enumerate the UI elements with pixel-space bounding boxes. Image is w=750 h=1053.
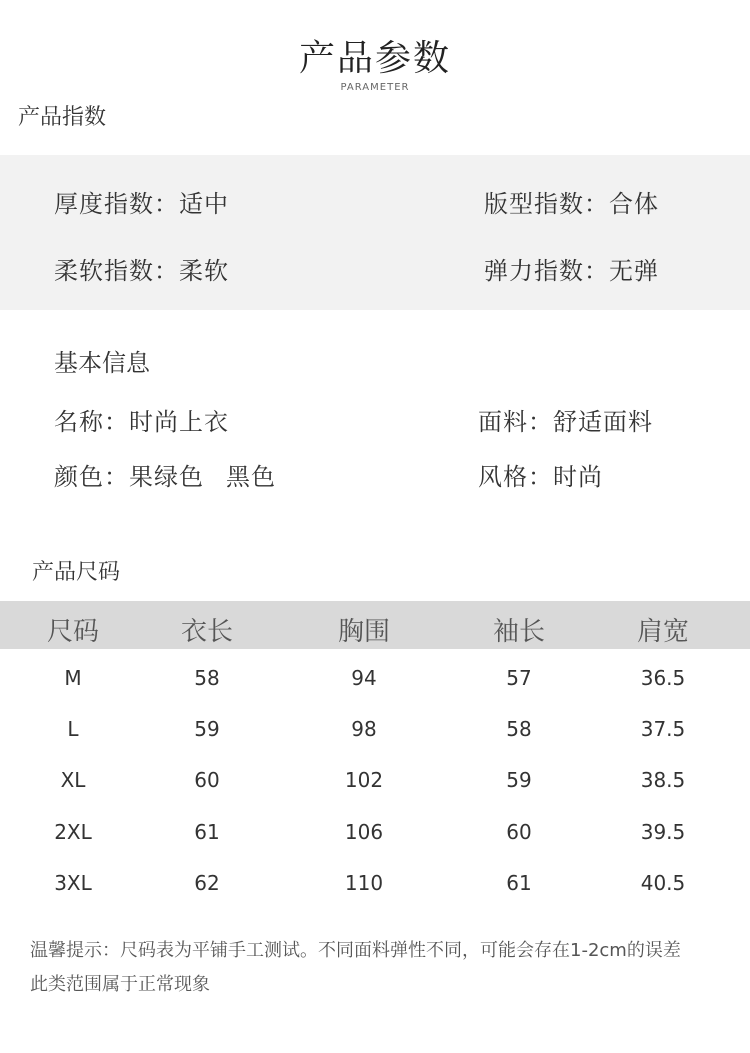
- table-cell: 59: [194, 717, 220, 741]
- basic-info-heading: 基本信息: [54, 349, 150, 377]
- table-cell: M: [64, 666, 82, 690]
- column-header-shoulder: 肩宽: [636, 617, 689, 647]
- size-note-line2: 此类范围属于正常现象: [30, 974, 210, 995]
- table-cell: 98: [351, 717, 377, 741]
- table-cell: 94: [351, 666, 377, 690]
- table-cell: 37.5: [640, 717, 686, 741]
- table-cell: 59: [506, 768, 532, 792]
- table-cell: 60: [194, 768, 220, 792]
- table-cell: 62: [194, 871, 220, 895]
- thickness-index: 厚度指数：适中: [54, 190, 229, 218]
- table-cell: 36.5: [640, 666, 686, 690]
- column-header-size: 尺码: [46, 617, 99, 647]
- table-cell: 38.5: [640, 768, 686, 792]
- elasticity-index: 弹力指数：无弹: [484, 257, 659, 285]
- table-cell: 58: [194, 666, 220, 690]
- table-cell: 3XL: [54, 871, 92, 895]
- column-header-sleeve: 袖长: [492, 617, 545, 647]
- page-title: 产品参数: [298, 38, 451, 79]
- size-note-line1: 温馨提示：尺码表为平铺手工测试。不同面料弹性不同，可能会存在1-2cm的误差: [30, 940, 681, 961]
- table-cell: 102: [344, 768, 384, 792]
- table-cell: 58: [506, 717, 532, 741]
- column-header-length: 衣长: [180, 617, 233, 647]
- table-cell: L: [67, 717, 79, 741]
- product-index-band: [0, 155, 750, 310]
- table-cell: 39.5: [640, 820, 686, 844]
- table-cell: 106: [344, 820, 384, 844]
- color-info: 颜色：果绿色 黑色: [54, 463, 276, 491]
- product-index-heading: 产品指数: [18, 105, 107, 130]
- page-subtitle: PARAMETER: [340, 82, 410, 93]
- column-header-chest: 胸围: [337, 617, 390, 647]
- softness-index: 柔软指数：柔软: [54, 257, 229, 285]
- fit-index: 版型指数：合体: [484, 190, 659, 218]
- size-chart-heading: 产品尺码: [32, 560, 121, 585]
- table-cell: 57: [506, 666, 532, 690]
- table-cell: 40.5: [640, 871, 686, 895]
- table-cell: 110: [344, 871, 384, 895]
- table-cell: 61: [194, 820, 220, 844]
- table-cell: 2XL: [54, 820, 92, 844]
- table-cell: 61: [506, 871, 532, 895]
- fabric-info: 面料：舒适面料: [478, 408, 653, 436]
- table-cell: 60: [506, 820, 532, 844]
- style-info: 风格：时尚: [478, 463, 603, 491]
- name-info: 名称：时尚上衣: [54, 408, 229, 436]
- table-cell: XL: [60, 768, 86, 792]
